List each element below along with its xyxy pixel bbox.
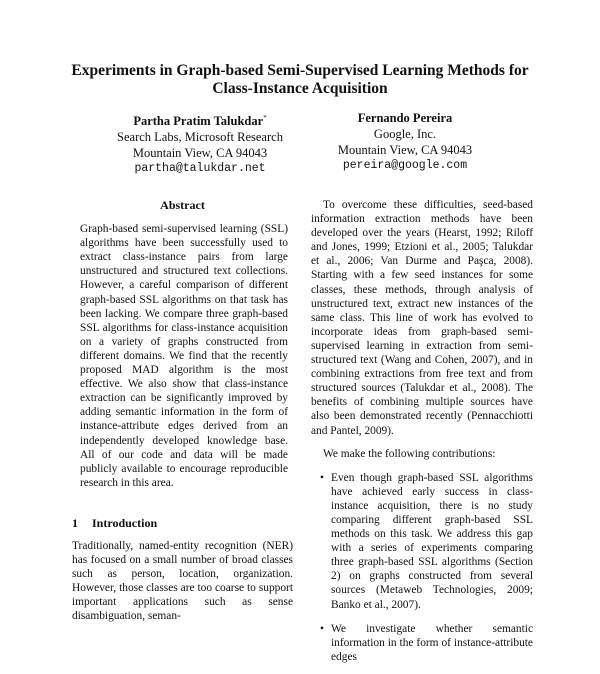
section-heading-introduction xyxy=(72,516,293,530)
section-number: 1 xyxy=(72,515,78,530)
author-email: partha@talukdar.net xyxy=(134,162,266,176)
list-item-text: We investigate whether semantic information in the form of instance-attribute edges xyxy=(331,622,533,663)
abstract-heading: Abstract xyxy=(160,198,205,212)
bullet-icon: • xyxy=(320,471,324,484)
body-paragraph-1: To overcome these difficulties, seed-based information extraction methods have been developed over the years (Hearst, 1992; Riloff and Jones, 1999; Etzioni et al., 2005; Talukdar et al., 2006; Van Durme and Paşca, 2008). Starting with a few seed instances for some classes, these methods, through analysis of unstructured text, extract new instances of the same class. This line of work has evolved to incorporate ideas from graph-based semi-supervised learning in extraction from semi-structured text (Wang and Cohen, 2007), and in combining extractions from free text and from structured sources (Talukdar et al., 2008). The benefits of combining multiple sources have also been demonstrated recently (Pennacchiotti and Pantel, 2009). xyxy=(311,199,533,437)
body-paragraph-2: We make the following contributions: xyxy=(323,447,496,460)
section-title: Introduction xyxy=(92,515,158,530)
author-location: Mountain View, CA 94043 xyxy=(132,146,268,161)
list-item xyxy=(311,622,533,664)
right-column xyxy=(311,198,533,674)
author-footnote-mark: * xyxy=(263,114,267,122)
author-name: Partha Pratim Talukdar* xyxy=(133,114,267,129)
list-item xyxy=(311,471,533,612)
left-column xyxy=(72,198,293,624)
list-item-text: Even though graph-based SSL algorithms have achieved early success in class-instance acquisition, there is no study comparing different graph-based SSL methods on this task. We address this gap with a series of experiments comparing three graph-based SSL algorithms (Section 2) on graphs constructed from several sources (Metaweb Technologies, 2009; Banko et al., 2007). xyxy=(331,471,533,611)
abstract-text: Graph-based semi-supervised learning (SSL) algorithms have been successfully used to extract class-instance pairs from large unstructured and structured text collections. However, a careful comparison of different graph-based SSL algorithms on that task has been lacking. We compare three graph-based SSL algorithms for class-instance acquisition on a variety of graphs constructed from different domains. We find that the recently proposed MAD algorithm is the most effective. We also show that class-instance extraction can be significantly improved by adding semantic information in the form of instance-attribute edges derived from an independently developed knowledge base. All of our code and data will be made publicly available to encourage reproducible research in this area. xyxy=(80,223,288,489)
contributions-list xyxy=(311,471,533,664)
author-affiliation: Google, Inc. xyxy=(373,127,437,141)
author-location: Mountain View, CA 94043 xyxy=(337,143,473,157)
author-affiliation: Search Labs, Microsoft Research xyxy=(117,130,283,145)
introduction-paragraph: Traditionally, named-entity recognition (NER) has focused on a small number of broad classes such as person, location, organization. However, those classes are too coarse to support important applications such as sense disambiguation, seman- xyxy=(72,539,293,623)
author-name: Fernando Pereira xyxy=(357,111,453,125)
author-block-1 xyxy=(110,110,290,177)
bullet-icon: • xyxy=(320,622,324,635)
author-block-2 xyxy=(320,110,490,174)
paper-title: Experiments in Graph-based Semi-Supervised Learning Methods for Class-Instance Acquisition xyxy=(71,62,529,97)
author-email: pereira@google.com xyxy=(342,159,468,172)
